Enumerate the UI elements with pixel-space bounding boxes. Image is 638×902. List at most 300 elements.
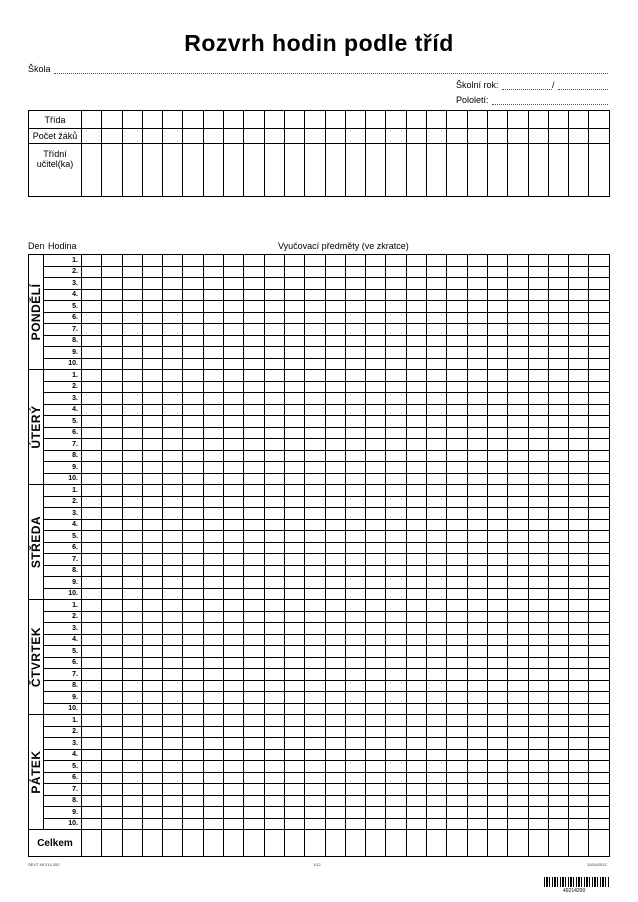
schedule-cell[interactable] [244, 450, 264, 462]
schedule-cell[interactable] [548, 312, 568, 324]
schedule-cell[interactable] [528, 565, 548, 577]
schedule-cell[interactable] [142, 669, 162, 681]
total-cell[interactable] [569, 830, 589, 857]
schedule-cell[interactable] [447, 278, 467, 290]
schedule-cell[interactable] [528, 588, 548, 600]
schedule-cell[interactable] [548, 807, 568, 819]
total-cell[interactable] [508, 830, 528, 857]
schedule-cell[interactable] [467, 370, 487, 382]
schedule-cell[interactable] [325, 623, 345, 635]
schedule-cell[interactable] [122, 646, 142, 658]
schedule-cell[interactable] [386, 657, 406, 669]
schedule-cell[interactable] [386, 439, 406, 451]
schedule-cell[interactable] [345, 485, 365, 497]
schedule-cell[interactable] [589, 634, 609, 646]
schedule-cell[interactable] [183, 726, 203, 738]
schedule-cell[interactable] [224, 600, 244, 612]
schedule-cell[interactable] [183, 531, 203, 543]
schedule-cell[interactable] [224, 450, 244, 462]
schedule-cell[interactable] [224, 542, 244, 554]
schedule-cell[interactable] [386, 795, 406, 807]
schedule-cell[interactable] [244, 692, 264, 704]
schedule-cell[interactable] [142, 784, 162, 796]
schedule-cell[interactable] [467, 738, 487, 750]
schedule-cell[interactable] [224, 634, 244, 646]
schedule-cell[interactable] [386, 807, 406, 819]
schedule-cell[interactable] [406, 784, 426, 796]
schedule-cell[interactable] [345, 565, 365, 577]
schedule-cell[interactable] [82, 312, 102, 324]
schedule-cell[interactable] [386, 381, 406, 393]
schedule-cell[interactable] [345, 335, 365, 347]
schedule-cell[interactable] [122, 726, 142, 738]
schedule-cell[interactable] [569, 381, 589, 393]
schedule-cell[interactable] [589, 761, 609, 773]
schedule-cell[interactable] [447, 427, 467, 439]
schedule-cell[interactable] [589, 427, 609, 439]
schedule-cell[interactable] [427, 577, 447, 589]
schedule-cell[interactable] [427, 657, 447, 669]
schedule-cell[interactable] [427, 600, 447, 612]
schedule-cell[interactable] [508, 818, 528, 830]
schedule-cell[interactable] [569, 726, 589, 738]
schedule-cell[interactable] [305, 508, 325, 520]
schedule-cell[interactable] [163, 749, 183, 761]
schedule-cell[interactable] [548, 301, 568, 313]
schedule-cell[interactable] [325, 381, 345, 393]
schedule-cell[interactable] [142, 818, 162, 830]
schedule-cell[interactable] [183, 450, 203, 462]
schedule-cell[interactable] [386, 278, 406, 290]
schedule-cell[interactable] [203, 669, 223, 681]
schedule-cell[interactable] [508, 427, 528, 439]
schedule-cell[interactable] [82, 818, 102, 830]
schedule-cell[interactable] [325, 795, 345, 807]
schedule-cell[interactable] [102, 680, 122, 692]
schedule-cell[interactable] [305, 738, 325, 750]
schedule-cell[interactable] [528, 347, 548, 359]
schedule-cell[interactable] [406, 404, 426, 416]
schedule-cell[interactable] [305, 542, 325, 554]
schedule-cell[interactable] [345, 370, 365, 382]
schedule-cell[interactable] [366, 703, 386, 715]
schedule-cell[interactable] [386, 784, 406, 796]
schedule-cell[interactable] [284, 404, 304, 416]
schedule-cell[interactable] [386, 738, 406, 750]
schedule-cell[interactable] [183, 381, 203, 393]
schedule-cell[interactable] [163, 623, 183, 635]
schedule-cell[interactable] [163, 427, 183, 439]
schedule-cell[interactable] [142, 393, 162, 405]
schedule-cell[interactable] [183, 772, 203, 784]
schedule-cell[interactable] [569, 324, 589, 336]
schedule-cell[interactable] [467, 795, 487, 807]
schedule-cell[interactable] [487, 646, 507, 658]
schedule-cell[interactable] [508, 347, 528, 359]
schedule-cell[interactable] [142, 715, 162, 727]
schedule-cell[interactable] [487, 749, 507, 761]
class-info-cell[interactable] [366, 129, 386, 144]
schedule-cell[interactable] [528, 473, 548, 485]
schedule-cell[interactable] [325, 335, 345, 347]
schedule-cell[interactable] [386, 335, 406, 347]
schedule-cell[interactable] [325, 577, 345, 589]
schedule-cell[interactable] [284, 657, 304, 669]
class-info-cell[interactable] [528, 129, 548, 144]
schedule-cell[interactable] [325, 393, 345, 405]
schedule-cell[interactable] [305, 381, 325, 393]
schedule-cell[interactable] [82, 703, 102, 715]
schedule-cell[interactable] [528, 485, 548, 497]
schedule-cell[interactable] [386, 508, 406, 520]
schedule-cell[interactable] [203, 381, 223, 393]
schedule-cell[interactable] [284, 715, 304, 727]
schedule-cell[interactable] [82, 554, 102, 566]
schedule-cell[interactable] [142, 485, 162, 497]
schedule-cell[interactable] [406, 623, 426, 635]
schedule-cell[interactable] [183, 795, 203, 807]
schedule-cell[interactable] [569, 439, 589, 451]
total-cell[interactable] [102, 830, 122, 857]
schedule-cell[interactable] [345, 301, 365, 313]
schedule-cell[interactable] [82, 393, 102, 405]
schedule-cell[interactable] [183, 473, 203, 485]
schedule-cell[interactable] [264, 416, 284, 428]
schedule-cell[interactable] [528, 519, 548, 531]
schedule-cell[interactable] [487, 565, 507, 577]
schedule-cell[interactable] [508, 496, 528, 508]
schedule-cell[interactable] [122, 324, 142, 336]
schedule-cell[interactable] [284, 381, 304, 393]
schedule-cell[interactable] [548, 577, 568, 589]
schedule-cell[interactable] [447, 462, 467, 474]
schedule-cell[interactable] [284, 795, 304, 807]
schedule-cell[interactable] [548, 600, 568, 612]
schedule-cell[interactable] [386, 692, 406, 704]
schedule-cell[interactable] [142, 807, 162, 819]
total-cell[interactable] [142, 830, 162, 857]
schedule-cell[interactable] [203, 278, 223, 290]
schedule-cell[interactable] [305, 335, 325, 347]
schedule-cell[interactable] [447, 255, 467, 267]
schedule-cell[interactable] [467, 680, 487, 692]
schedule-cell[interactable] [163, 393, 183, 405]
schedule-cell[interactable] [589, 496, 609, 508]
schedule-cell[interactable] [467, 289, 487, 301]
schedule-cell[interactable] [325, 807, 345, 819]
schedule-cell[interactable] [305, 680, 325, 692]
schedule-cell[interactable] [82, 600, 102, 612]
schedule-cell[interactable] [102, 554, 122, 566]
schedule-cell[interactable] [142, 312, 162, 324]
schedule-cell[interactable] [142, 324, 162, 336]
schedule-cell[interactable] [102, 588, 122, 600]
schedule-cell[interactable] [569, 496, 589, 508]
schedule-cell[interactable] [102, 370, 122, 382]
schedule-cell[interactable] [142, 749, 162, 761]
schedule-cell[interactable] [264, 347, 284, 359]
schedule-cell[interactable] [406, 266, 426, 278]
schedule-cell[interactable] [163, 715, 183, 727]
schedule-cell[interactable] [447, 370, 467, 382]
schedule-cell[interactable] [183, 600, 203, 612]
schedule-cell[interactable] [284, 680, 304, 692]
schedule-cell[interactable] [163, 508, 183, 520]
schedule-cell[interactable] [244, 554, 264, 566]
schedule-cell[interactable] [467, 519, 487, 531]
schedule-cell[interactable] [183, 761, 203, 773]
schedule-cell[interactable] [244, 381, 264, 393]
schedule-cell[interactable] [82, 358, 102, 370]
schedule-cell[interactable] [325, 450, 345, 462]
schedule-cell[interactable] [386, 600, 406, 612]
schedule-cell[interactable] [102, 278, 122, 290]
schedule-cell[interactable] [386, 715, 406, 727]
schedule-cell[interactable] [82, 301, 102, 313]
class-info-cell[interactable] [325, 144, 345, 197]
schedule-cell[interactable] [548, 427, 568, 439]
class-info-cell[interactable] [264, 144, 284, 197]
schedule-cell[interactable] [122, 565, 142, 577]
schedule-cell[interactable] [467, 772, 487, 784]
schedule-cell[interactable] [386, 772, 406, 784]
schedule-cell[interactable] [325, 347, 345, 359]
schedule-cell[interactable] [102, 646, 122, 658]
class-info-cell[interactable] [82, 111, 102, 129]
schedule-cell[interactable] [447, 324, 467, 336]
schedule-cell[interactable] [366, 761, 386, 773]
schedule-cell[interactable] [589, 818, 609, 830]
schedule-cell[interactable] [102, 255, 122, 267]
schedule-cell[interactable] [102, 508, 122, 520]
schedule-cell[interactable] [224, 703, 244, 715]
schedule-cell[interactable] [508, 646, 528, 658]
schedule-cell[interactable] [142, 439, 162, 451]
schedule-cell[interactable] [163, 588, 183, 600]
schedule-cell[interactable] [244, 393, 264, 405]
schedule-cell[interactable] [406, 416, 426, 428]
schedule-cell[interactable] [528, 427, 548, 439]
schedule-cell[interactable] [528, 289, 548, 301]
schedule-cell[interactable] [569, 715, 589, 727]
class-info-cell[interactable] [305, 111, 325, 129]
schedule-cell[interactable] [487, 703, 507, 715]
schedule-cell[interactable] [366, 347, 386, 359]
schedule-cell[interactable] [244, 588, 264, 600]
schedule-cell[interactable] [305, 726, 325, 738]
schedule-cell[interactable] [589, 738, 609, 750]
schedule-cell[interactable] [487, 301, 507, 313]
schedule-cell[interactable] [203, 542, 223, 554]
schedule-cell[interactable] [366, 588, 386, 600]
class-info-cell[interactable] [305, 129, 325, 144]
schedule-cell[interactable] [122, 266, 142, 278]
schedule-cell[interactable] [366, 439, 386, 451]
schedule-cell[interactable] [345, 611, 365, 623]
schedule-cell[interactable] [345, 554, 365, 566]
schedule-cell[interactable] [406, 278, 426, 290]
schedule-cell[interactable] [548, 485, 568, 497]
schedule-cell[interactable] [82, 416, 102, 428]
class-info-cell[interactable] [122, 111, 142, 129]
schedule-cell[interactable] [102, 312, 122, 324]
schedule-cell[interactable] [284, 554, 304, 566]
schedule-cell[interactable] [548, 416, 568, 428]
schedule-cell[interactable] [224, 301, 244, 313]
schedule-cell[interactable] [589, 657, 609, 669]
schedule-cell[interactable] [163, 519, 183, 531]
schedule-cell[interactable] [589, 531, 609, 543]
schedule-cell[interactable] [122, 370, 142, 382]
schedule-cell[interactable] [406, 738, 426, 750]
schedule-cell[interactable] [305, 519, 325, 531]
schedule-cell[interactable] [589, 370, 609, 382]
schedule-cell[interactable] [183, 393, 203, 405]
schedule-cell[interactable] [345, 324, 365, 336]
schedule-cell[interactable] [447, 519, 467, 531]
schedule-cell[interactable] [366, 496, 386, 508]
schedule-cell[interactable] [528, 531, 548, 543]
schedule-cell[interactable] [264, 519, 284, 531]
schedule-cell[interactable] [548, 289, 568, 301]
schedule-cell[interactable] [305, 588, 325, 600]
schedule-cell[interactable] [427, 496, 447, 508]
schedule-cell[interactable] [183, 427, 203, 439]
schedule-cell[interactable] [447, 335, 467, 347]
schedule-cell[interactable] [447, 450, 467, 462]
schedule-cell[interactable] [345, 749, 365, 761]
schedule-cell[interactable] [244, 485, 264, 497]
schedule-cell[interactable] [163, 680, 183, 692]
schedule-cell[interactable] [528, 795, 548, 807]
schedule-cell[interactable] [487, 669, 507, 681]
schedule-cell[interactable] [589, 519, 609, 531]
schedule-cell[interactable] [569, 473, 589, 485]
schedule-cell[interactable] [508, 462, 528, 474]
class-info-cell[interactable] [447, 144, 467, 197]
schedule-cell[interactable] [345, 669, 365, 681]
schedule-cell[interactable] [102, 301, 122, 313]
schedule-cell[interactable] [203, 565, 223, 577]
schedule-cell[interactable] [548, 266, 568, 278]
class-info-cell[interactable] [122, 129, 142, 144]
schedule-cell[interactable] [142, 289, 162, 301]
schedule-cell[interactable] [284, 358, 304, 370]
schedule-cell[interactable] [264, 818, 284, 830]
schedule-cell[interactable] [244, 542, 264, 554]
schedule-cell[interactable] [122, 301, 142, 313]
schedule-cell[interactable] [264, 600, 284, 612]
schedule-cell[interactable] [163, 473, 183, 485]
schedule-cell[interactable] [406, 324, 426, 336]
class-info-cell[interactable] [508, 129, 528, 144]
class-info-cell[interactable] [325, 111, 345, 129]
schedule-cell[interactable] [244, 496, 264, 508]
schedule-cell[interactable] [467, 784, 487, 796]
schedule-cell[interactable] [183, 738, 203, 750]
schedule-cell[interactable] [345, 266, 365, 278]
schedule-cell[interactable] [467, 715, 487, 727]
schedule-cell[interactable] [284, 703, 304, 715]
schedule-cell[interactable] [427, 266, 447, 278]
schedule-cell[interactable] [386, 485, 406, 497]
schedule-cell[interactable] [487, 772, 507, 784]
schedule-cell[interactable] [325, 289, 345, 301]
schedule-cell[interactable] [203, 784, 223, 796]
schedule-cell[interactable] [548, 749, 568, 761]
schedule-cell[interactable] [508, 531, 528, 543]
schedule-cell[interactable] [487, 519, 507, 531]
schedule-cell[interactable] [102, 657, 122, 669]
schedule-cell[interactable] [406, 312, 426, 324]
schedule-cell[interactable] [548, 588, 568, 600]
schedule-cell[interactable] [508, 324, 528, 336]
schedule-cell[interactable] [386, 416, 406, 428]
schedule-cell[interactable] [183, 370, 203, 382]
schedule-cell[interactable] [325, 646, 345, 658]
total-cell[interactable] [305, 830, 325, 857]
schedule-cell[interactable] [589, 416, 609, 428]
schedule-cell[interactable] [163, 301, 183, 313]
schedule-cell[interactable] [508, 588, 528, 600]
schedule-cell[interactable] [82, 427, 102, 439]
schedule-cell[interactable] [589, 749, 609, 761]
class-info-cell[interactable] [467, 144, 487, 197]
class-info-cell[interactable] [183, 144, 203, 197]
schedule-cell[interactable] [528, 692, 548, 704]
schedule-cell[interactable] [305, 646, 325, 658]
schedule-cell[interactable] [508, 439, 528, 451]
schedule-cell[interactable] [528, 657, 548, 669]
class-info-cell[interactable] [345, 144, 365, 197]
schedule-cell[interactable] [284, 393, 304, 405]
schedule-cell[interactable] [569, 255, 589, 267]
schedule-cell[interactable] [203, 289, 223, 301]
schedule-cell[interactable] [569, 450, 589, 462]
schedule-cell[interactable] [284, 623, 304, 635]
schedule-cell[interactable] [102, 324, 122, 336]
schedule-cell[interactable] [224, 761, 244, 773]
schedule-cell[interactable] [163, 439, 183, 451]
schedule-cell[interactable] [82, 657, 102, 669]
schedule-cell[interactable] [102, 393, 122, 405]
schedule-cell[interactable] [183, 289, 203, 301]
schedule-cell[interactable] [589, 485, 609, 497]
schedule-cell[interactable] [569, 588, 589, 600]
schedule-cell[interactable] [487, 427, 507, 439]
schedule-cell[interactable] [569, 347, 589, 359]
schedule-cell[interactable] [102, 692, 122, 704]
schedule-cell[interactable] [325, 312, 345, 324]
schedule-cell[interactable] [528, 278, 548, 290]
schedule-cell[interactable] [264, 335, 284, 347]
schedule-cell[interactable] [82, 542, 102, 554]
schedule-cell[interactable] [264, 669, 284, 681]
schedule-cell[interactable] [487, 439, 507, 451]
schedule-cell[interactable] [203, 657, 223, 669]
schedule-cell[interactable] [447, 565, 467, 577]
schedule-cell[interactable] [142, 703, 162, 715]
schedule-cell[interactable] [325, 370, 345, 382]
schedule-cell[interactable] [447, 807, 467, 819]
schedule-cell[interactable] [508, 450, 528, 462]
schedule-cell[interactable] [467, 381, 487, 393]
schedule-cell[interactable] [467, 634, 487, 646]
schedule-cell[interactable] [224, 657, 244, 669]
schedule-cell[interactable] [122, 278, 142, 290]
schedule-cell[interactable] [345, 381, 365, 393]
schedule-cell[interactable] [264, 784, 284, 796]
